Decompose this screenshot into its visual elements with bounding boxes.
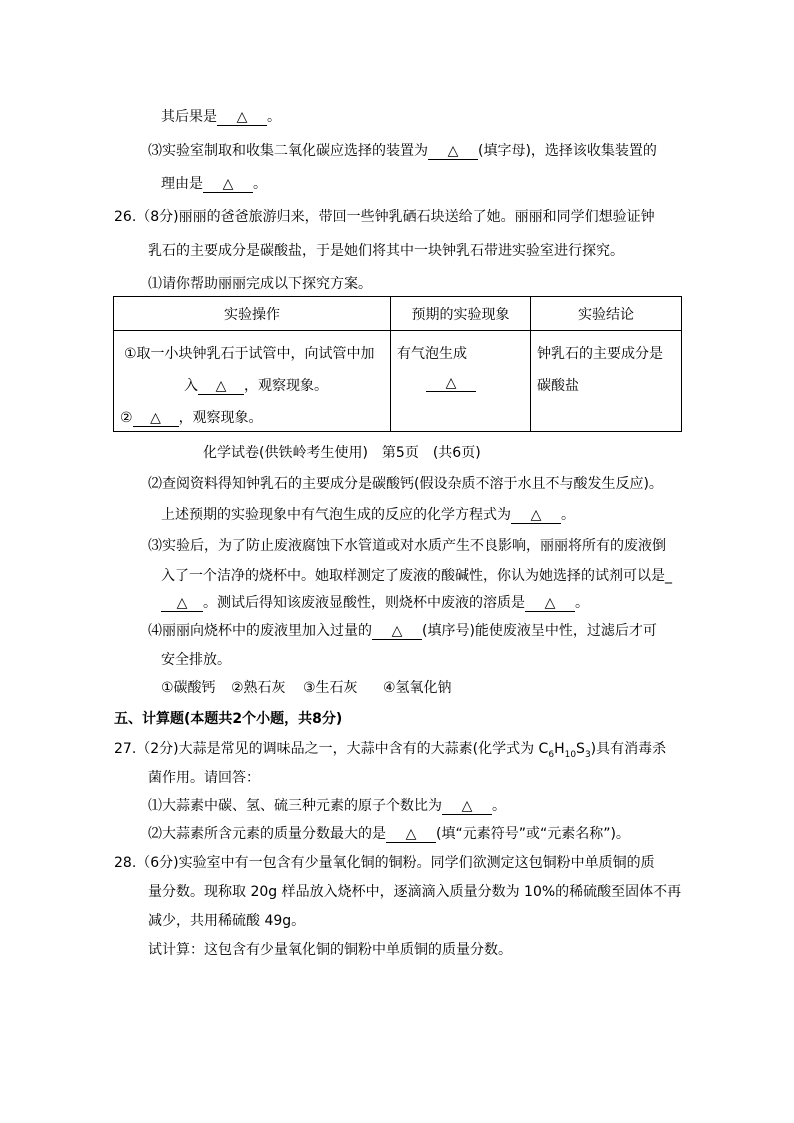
q26-part3-line2: 入了一个洁净的烧杯中。她取样测定了废液的酸碱性，你认为她选择的试剂可以是_ bbox=[161, 568, 672, 584]
q26-part1: ⑴请你帮助丽丽完成以下探究方案。 bbox=[148, 276, 372, 292]
answer-blank[interactable]: △ bbox=[133, 410, 179, 427]
page-footer: 化学试卷(供铁岭考生使用) 第5页 (共6页) bbox=[203, 445, 481, 461]
q26-part3-line3: △ 。测试后得知该废液显酸性，则烧杯中废液的溶质是 △ 。 bbox=[161, 593, 589, 613]
answer-blank[interactable]: △ bbox=[161, 595, 203, 612]
answer-blank[interactable]: △ bbox=[525, 595, 575, 612]
q25-part3-line: ⑶实验室制取和收集二氧化碳应选择的装置为 △ (填字母)，选择该收集装置的 bbox=[148, 143, 657, 159]
q26-part2-line1: ⑵查阅资料得知钟乳石的主要成分是碳酸钙(假设杂质不溶于水且不与酸发生反应)。 bbox=[148, 476, 663, 492]
option-1: ①碳酸钙 bbox=[161, 680, 216, 696]
q26-part4-line2: 安全排放。 bbox=[161, 652, 231, 668]
q28-stem-line2: 量分数。现称取 20g 样品放入烧杯中，逐滴滴入质量分数为 10%的稀硫酸至固体不再 bbox=[148, 884, 682, 900]
q28-task: 试计算：这包含有少量氧化铜的铜粉中单质铜的质量分数。 bbox=[148, 942, 512, 958]
q26-stem-line1: 26.（8分)丽丽的爸爸旅游归来，带回一些钟乳硒石块送给了她。丽丽和同学们想验证钟 bbox=[114, 209, 655, 225]
q26-stem-line2: 乳石的主要成分是碳酸盐，于是她们将其中一块钟乳石带进实验室进行探究。 bbox=[148, 243, 624, 259]
option-2: ②熟石灰 bbox=[231, 680, 286, 696]
q26-part4-line1: ⑷丽丽向烧杯中的废液里加入过量的 △ (填序号)能使废液呈中性，过滤后才可 bbox=[148, 623, 657, 639]
answer-blank[interactable]: △ bbox=[203, 176, 253, 193]
cell-conclusion: 钟乳石的主要成分是 碳酸盐 bbox=[531, 331, 682, 432]
q25-consequence-line: 其后果是 △ 。 bbox=[161, 109, 281, 125]
cell-phenomenon: 有气泡生成 △ bbox=[391, 331, 531, 432]
answer-blank[interactable]: △ bbox=[426, 375, 476, 392]
q26-part3-line1: ⑶实验后，为了防止废液腐蚀下水管道或对水质产生不良影响，丽丽将所有的废液倒 bbox=[148, 538, 666, 554]
cell-operation: ①取一小块钟乳石于试管中，向试管中加 入 △ ，观察现象。 ② △ ，观察现象。 bbox=[114, 331, 391, 432]
answer-blank[interactable]: △ bbox=[511, 507, 561, 524]
option-3: ③生石灰 bbox=[303, 680, 358, 696]
header-phenomenon: 预期的实验现象 bbox=[391, 297, 531, 331]
header-operation: 实验操作 bbox=[114, 297, 391, 331]
answer-blank[interactable]: △ bbox=[428, 143, 478, 160]
answer-blank[interactable]: △ bbox=[442, 798, 492, 815]
q26-options bbox=[161, 678, 452, 698]
section-5-title: 五、计算题(本题共2个小题，共8分) bbox=[114, 711, 343, 727]
q27-stem-line1: 27.（2分)大蒜是常见的调味品之一，大蒜中含有的大蒜素(化学式为 $C_6H_{10}S_3$)具有消毒杀 bbox=[114, 741, 667, 760]
q28-stem-line1: 28.（6分)实验室中有一包含有少量氧化铜的铜粉。同学们欲测定这包铜粉中单质铜的质 bbox=[114, 855, 655, 871]
header-conclusion: 实验结论 bbox=[531, 297, 682, 331]
experiment-table bbox=[113, 296, 682, 432]
answer-blank[interactable]: △ bbox=[372, 623, 422, 640]
q28-stem-line3: 减少，共用稀硫酸 49g。 bbox=[148, 913, 306, 929]
answer-blank[interactable]: △ bbox=[198, 378, 244, 395]
answer-blank[interactable]: △ bbox=[217, 109, 267, 126]
q27-part2: ⑵大蒜素所含元素的质量分数最大的是 △ (填“元素符号”或“元素名称”)。 bbox=[148, 826, 630, 842]
q26-part2-line2: 上述预期的实验现象中有气泡生成的反应的化学方程式为 △ 。 bbox=[161, 507, 575, 523]
q27-part1: ⑴大蒜素中碳、氢、硫三种元素的原子个数比为 △ 。 bbox=[148, 798, 506, 814]
option-4: ④氢氧化钠 bbox=[383, 680, 452, 696]
q25-reason-line: 理由是 △ 。 bbox=[161, 176, 267, 192]
q27-stem-line2: 菌作用。请回答： bbox=[148, 770, 260, 786]
answer-blank[interactable]: △ bbox=[386, 826, 436, 843]
table-row bbox=[114, 331, 682, 432]
table-header-row bbox=[114, 297, 682, 331]
